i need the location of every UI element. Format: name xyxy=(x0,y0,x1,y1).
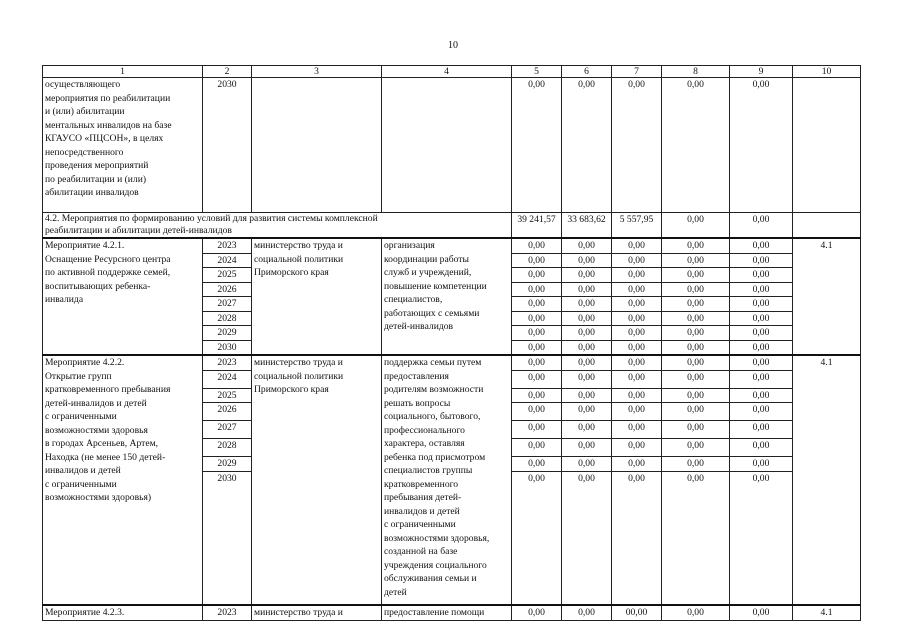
value-cell: 0,00 xyxy=(512,268,562,283)
value-cell: 0,00 xyxy=(562,388,612,403)
value-cell: 0,00 xyxy=(512,471,562,605)
value-cell: 0,00 xyxy=(730,471,793,605)
value-cell: 0,00 xyxy=(730,268,793,283)
value-cell: 0,00 xyxy=(512,403,562,421)
value-cell: 0,00 xyxy=(612,421,662,439)
year-row xyxy=(43,355,861,370)
measure-description: Мероприятие 4.2.1. Оснащение Ресурсного центра по активной поддержке семей, воспитывающих ребенка- инвалида xyxy=(43,238,203,355)
value-cell: 0,00 xyxy=(612,282,662,297)
measure-description: Мероприятие 4.2.2. Открытие групп кратковременного пребывания детей-инвалидов и детей с ограниченными возможностями здоровья в городах Арсеньев, Артем, Находка (не менее 150 детей- инвалидов и детей с ограниченными возможностями здоровья) xyxy=(43,355,203,605)
value-cell: 0,00 xyxy=(512,457,562,472)
value-cell: 0,00 xyxy=(662,457,730,472)
value-cell: 0,00 xyxy=(562,370,612,388)
section-value: 39 241,57 xyxy=(512,213,562,239)
value-cell: 0,00 xyxy=(512,340,562,355)
year-cell: 2030 xyxy=(203,471,252,605)
header-col-1: 1 xyxy=(43,66,203,78)
year-cell: 2024 xyxy=(203,370,252,388)
measure-value: 00,00 xyxy=(612,605,662,620)
header-col-6: 6 xyxy=(562,66,612,78)
year-cell: 2030 xyxy=(203,340,252,355)
value-cell: 0,00 xyxy=(562,238,612,253)
section-value: 0,00 xyxy=(662,213,730,239)
year-cell: 2024 xyxy=(203,253,252,268)
value-cell: 0,00 xyxy=(562,297,612,312)
value-cell: 0,00 xyxy=(662,340,730,355)
value-cell: 0,00 xyxy=(730,439,793,457)
value-cell: 0,00 xyxy=(730,311,793,326)
value-cell: 0,00 xyxy=(730,253,793,268)
value-cell: 0,00 xyxy=(730,457,793,472)
header-col-8: 8 xyxy=(662,66,730,78)
value-cell: 0,00 xyxy=(512,388,562,403)
value-cell: 0,00 xyxy=(562,340,612,355)
value-cell: 0,00 xyxy=(730,388,793,403)
header-col-3: 3 xyxy=(252,66,382,78)
year-cell: 2023 xyxy=(203,238,252,253)
value-cell: 0,00 xyxy=(730,282,793,297)
value-cell: 0,00 xyxy=(562,311,612,326)
value-cell: 0,00 xyxy=(562,457,612,472)
measure-indicator: 4.1 xyxy=(793,355,861,605)
row-value: 0,00 xyxy=(662,78,730,213)
value-cell: 0,00 xyxy=(662,326,730,341)
value-cell: 0,00 xyxy=(612,311,662,326)
year-cell: 2026 xyxy=(203,403,252,421)
value-cell: 0,00 xyxy=(612,268,662,283)
measure-executor: министерство труда и социальной политики Приморского края xyxy=(252,355,382,605)
year-cell: 2029 xyxy=(203,457,252,472)
value-cell: 0,00 xyxy=(662,471,730,605)
value-cell: 0,00 xyxy=(512,370,562,388)
measure-indicator: 4.1 xyxy=(793,238,861,355)
row-executor xyxy=(252,78,382,213)
value-cell: 0,00 xyxy=(662,238,730,253)
value-cell: 0,00 xyxy=(562,268,612,283)
value-cell: 0,00 xyxy=(612,297,662,312)
value-cell: 0,00 xyxy=(512,439,562,457)
value-cell: 0,00 xyxy=(730,403,793,421)
value-cell: 0,00 xyxy=(612,471,662,605)
row-value: 0,00 xyxy=(612,78,662,213)
value-cell: 0,00 xyxy=(612,253,662,268)
value-cell: 0,00 xyxy=(512,238,562,253)
value-cell: 0,00 xyxy=(662,253,730,268)
table-row xyxy=(43,78,861,213)
row-value: 0,00 xyxy=(730,78,793,213)
value-cell: 0,00 xyxy=(730,297,793,312)
header-col-5: 5 xyxy=(512,66,562,78)
value-cell: 0,00 xyxy=(562,253,612,268)
header-col-2: 2 xyxy=(203,66,252,78)
value-cell: 0,00 xyxy=(662,355,730,370)
section-row xyxy=(43,213,861,239)
header-col-4: 4 xyxy=(382,66,512,78)
value-cell: 0,00 xyxy=(562,471,612,605)
value-cell: 0,00 xyxy=(562,355,612,370)
value-cell: 0,00 xyxy=(612,340,662,355)
header-col-10: 10 xyxy=(793,66,861,78)
value-cell: 0,00 xyxy=(612,238,662,253)
row-value: 0,00 xyxy=(512,78,562,213)
measure-result: организация координации работы служб и учреждений, повышение компетенции специалистов, работающих с семьями детей-инвалидов xyxy=(382,238,512,355)
row-description: осуществляющего мероприятия по реабилитации и (или) абилитации ментальных инвалидов на базе КГАУСО «ПЦСОН», в целях непосредственного проведения мероприятий по реабилитации и (или) абилитации инвалидов xyxy=(43,78,203,213)
value-cell: 0,00 xyxy=(662,421,730,439)
section-value: 5 557,95 xyxy=(612,213,662,239)
year-cell: 2027 xyxy=(203,421,252,439)
value-cell: 0,00 xyxy=(512,253,562,268)
section-title: 4.2. Мероприятия по формированию условий для развития системы комплексной реабилитации и абилитации детей-инвалидов xyxy=(43,213,512,239)
value-cell: 0,00 xyxy=(662,439,730,457)
year-cell: 2028 xyxy=(203,439,252,457)
measure-indicator: 4.1 xyxy=(793,605,861,620)
value-cell: 0,00 xyxy=(612,355,662,370)
value-cell: 0,00 xyxy=(562,326,612,341)
measure-description: Мероприятие 4.2.3. xyxy=(43,605,203,620)
value-cell: 0,00 xyxy=(662,388,730,403)
value-cell: 0,00 xyxy=(612,326,662,341)
measure-value: 0,00 xyxy=(662,605,730,620)
measure-result: предоставление помощи xyxy=(382,605,512,620)
value-cell: 0,00 xyxy=(612,388,662,403)
value-cell: 0,00 xyxy=(612,457,662,472)
year-cell: 2025 xyxy=(203,268,252,283)
value-cell: 0,00 xyxy=(512,297,562,312)
measure-year: 2023 xyxy=(203,605,252,620)
year-row xyxy=(43,238,861,253)
measure-value: 0,00 xyxy=(512,605,562,620)
value-cell: 0,00 xyxy=(512,282,562,297)
value-cell: 0,00 xyxy=(612,370,662,388)
measure-4-2-2 xyxy=(43,355,861,605)
header-col-9: 9 xyxy=(730,66,793,78)
year-cell: 2029 xyxy=(203,326,252,341)
value-cell: 0,00 xyxy=(512,421,562,439)
row-value: 0,00 xyxy=(562,78,612,213)
measure-result: поддержка семьи путем предоставления родителям возможности решать вопросы социального, бытового, профессионального характера, оставляя ребенка под присмотром специалистов группы кратковременного пребывания детей- инвалидов и детей с ограниченными возможностями здоровья, созданной на базе учреждения социального обслуживания семьи и детей xyxy=(382,355,512,605)
value-cell: 0,00 xyxy=(612,439,662,457)
row-result xyxy=(382,78,512,213)
value-cell: 0,00 xyxy=(612,403,662,421)
year-cell: 2023 xyxy=(203,355,252,370)
value-cell: 0,00 xyxy=(730,340,793,355)
year-cell: 2028 xyxy=(203,311,252,326)
value-cell: 0,00 xyxy=(730,238,793,253)
value-cell: 0,00 xyxy=(512,326,562,341)
header-col-7: 7 xyxy=(612,66,662,78)
row-year: 2030 xyxy=(203,78,252,213)
value-cell: 0,00 xyxy=(730,355,793,370)
value-cell: 0,00 xyxy=(662,370,730,388)
program-table xyxy=(42,65,861,621)
value-cell: 0,00 xyxy=(662,297,730,312)
value-cell: 0,00 xyxy=(512,355,562,370)
section-indicator xyxy=(793,213,861,239)
value-cell: 0,00 xyxy=(562,282,612,297)
value-cell: 0,00 xyxy=(662,268,730,283)
section-value: 33 683,62 xyxy=(562,213,612,239)
row-indicator xyxy=(793,78,861,213)
value-cell: 0,00 xyxy=(662,311,730,326)
measure-executor: министерство труда и xyxy=(252,605,382,620)
value-cell: 0,00 xyxy=(662,403,730,421)
table-row xyxy=(43,605,861,620)
value-cell: 0,00 xyxy=(730,370,793,388)
section-value: 0,00 xyxy=(730,213,793,239)
measure-value: 0,00 xyxy=(730,605,793,620)
value-cell: 0,00 xyxy=(562,421,612,439)
value-cell: 0,00 xyxy=(562,403,612,421)
measure-4-2-1 xyxy=(43,238,861,355)
year-cell: 2025 xyxy=(203,388,252,403)
value-cell: 0,00 xyxy=(730,421,793,439)
page-number: 10 xyxy=(448,40,458,51)
header-row xyxy=(43,66,861,78)
year-cell: 2027 xyxy=(203,297,252,312)
value-cell: 0,00 xyxy=(562,439,612,457)
value-cell: 0,00 xyxy=(512,311,562,326)
year-cell: 2026 xyxy=(203,282,252,297)
value-cell: 0,00 xyxy=(730,326,793,341)
value-cell: 0,00 xyxy=(662,282,730,297)
measure-value: 0,00 xyxy=(562,605,612,620)
measure-executor: министерство труда и социальной политики Приморского края xyxy=(252,238,382,355)
